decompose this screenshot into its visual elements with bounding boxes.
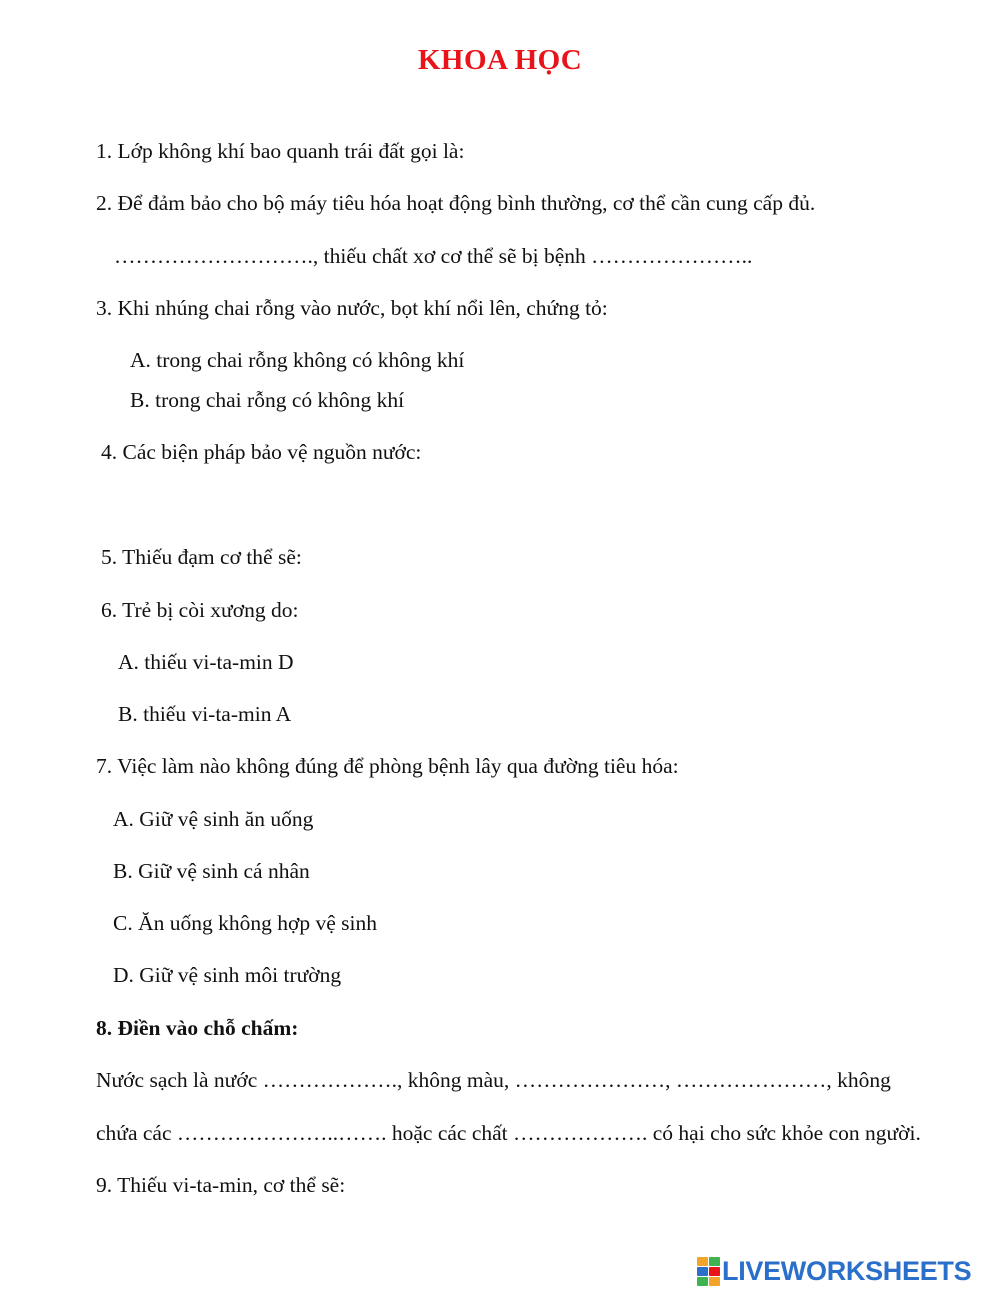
question-3-option-a: A. trong chai rỗng không có không khí xyxy=(130,348,465,372)
question-7-option-d: D. Giữ vệ sinh môi trường xyxy=(113,963,342,987)
question-1: 1. Lớp không khí bao quanh trái đất gọi là: xyxy=(96,139,465,163)
question-2-blank-line: ………………………., thiếu chất xơ cơ thể sẽ bị bệnh ………………….. xyxy=(114,244,753,268)
question-6: 6. Trẻ bị còi xương do: xyxy=(101,598,299,622)
question-3-option-b: B. trong chai rỗng có không khí xyxy=(130,388,405,412)
question-6-option-b: B. thiếu vi-ta-min A xyxy=(118,702,292,726)
question-8-line-1: Nước sạch là nước ………………., không màu, …………………, …………………, không xyxy=(96,1068,891,1092)
question-8: 8. Điền vào chỗ chấm: xyxy=(96,1016,299,1040)
question-4: 4. Các biện pháp bảo vệ nguồn nước: xyxy=(101,440,422,464)
question-5: 5. Thiếu đạm cơ thể sẽ: xyxy=(101,545,302,569)
liveworksheets-logo-icon xyxy=(697,1257,719,1285)
question-7-option-a: A. Giữ vệ sinh ăn uống xyxy=(113,807,314,831)
question-8-line-2: chứa các …………………..……. hoặc các chất ………………. có hại cho sức khỏe con người. xyxy=(96,1121,921,1145)
question-2: 2. Để đảm bảo cho bộ máy tiêu hóa hoạt động bình thường, cơ thể cần cung cấp đủ. xyxy=(96,191,816,215)
page-title: KHOA HỌC xyxy=(417,44,583,76)
question-3: 3. Khi nhúng chai rỗng vào nước, bọt khí nổi lên, chứng tỏ: xyxy=(96,296,608,320)
liveworksheets-logo-text: LIVEWORKSHEETS xyxy=(722,1255,972,1286)
question-7: 7. Việc làm nào không đúng để phòng bệnh lây qua đường tiêu hóa: xyxy=(96,754,679,778)
liveworksheets-logo xyxy=(697,1253,971,1289)
question-6-option-a: A. thiếu vi-ta-min D xyxy=(118,650,294,674)
question-7-option-b: B. Giữ vệ sinh cá nhân xyxy=(113,859,310,883)
question-7-option-c: C. Ăn uống không hợp vệ sinh xyxy=(113,911,377,935)
question-9: 9. Thiếu vi-ta-min, cơ thể sẽ: xyxy=(96,1173,346,1197)
